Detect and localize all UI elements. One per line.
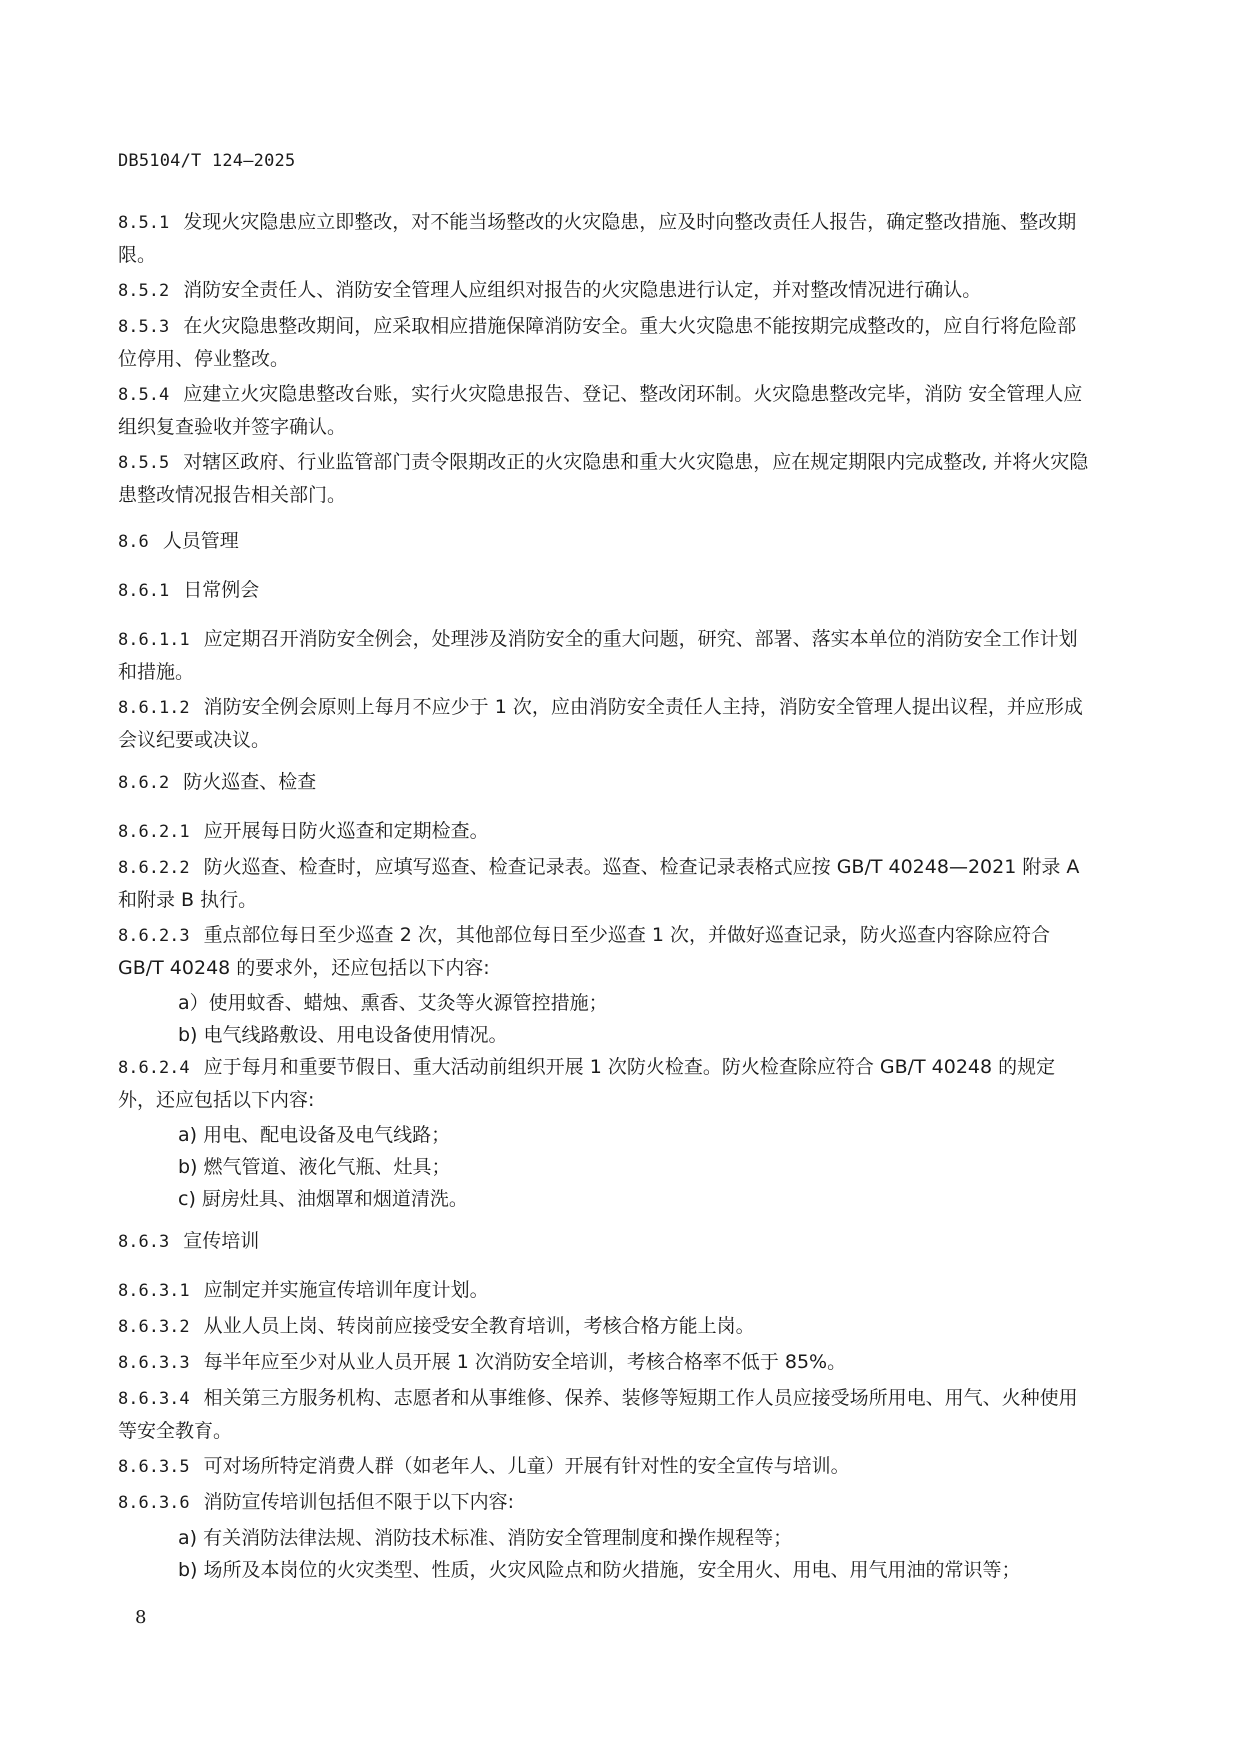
clause-text: 发现火灾隐患应立即整改，对不能当场整改的火灾隐患，应及时向整改责任人报告，确定整改措施、整改期限。 — [118, 211, 1077, 266]
clause-text: 应定期召开消防安全例会，处理涉及消防安全的重大问题，研究、部署、落实本单位的消防安全工作计划和措施。 — [118, 628, 1078, 683]
clause-number: 8.6.2.3 — [118, 926, 190, 946]
list-item: a）使用蚊香、蜡烛、熏香、艾灸等火源管控措施； — [178, 992, 608, 1014]
list-item: b) 燃气管道、液化气瓶、灶具； — [178, 1156, 451, 1178]
clause-text: 防火巡查、检查时，应填写巡查、检查记录表。巡查、检查记录表格式应按 GB/T 40248—2021 附录 A 和附录 B 执行。 — [118, 856, 1080, 911]
clause-text: 每半年应至少对从业人员开展 1 次消防安全培训，考核合格率不低于 85%。 — [203, 1351, 847, 1373]
document-body — [118, 206, 1093, 1586]
clause-text: 应开展每日防火巡查和定期检查。 — [203, 820, 489, 842]
clause-8-6-3-5 — [118, 1450, 1093, 1483]
clause-number: 8.5.5 — [118, 453, 170, 473]
section-title: 防火巡查、检查 — [183, 771, 317, 793]
clause-number: 8.6.1.1 — [118, 630, 190, 650]
clause-8-5-1 — [118, 206, 1093, 271]
clause-number: 8.6.3.5 — [118, 1457, 190, 1477]
clause-8-6-3-1 — [118, 1274, 1093, 1307]
section-heading-8-6-2 — [118, 766, 1093, 799]
section-number: 8.6.2 — [118, 773, 170, 793]
section-title: 日常例会 — [183, 579, 260, 601]
section-number: 8.6.1 — [118, 581, 170, 601]
list-item: c) 厨房灶具、油烟罩和烟道清洗。 — [178, 1188, 468, 1210]
clause-text: 重点部位每日至少巡查 2 次，其他部位每日至少巡查 1 次，并做好巡查记录，防火巡查内容除应符合 GB/T 40248 的要求外，还应包括以下内容: — [118, 924, 1050, 979]
clause-8-6-2-3 — [118, 919, 1093, 984]
clause-text: 消防安全责任人、消防安全管理人应组织对报告的火灾隐患进行认定，并对整改情况进行确认。 — [183, 279, 982, 301]
section-title: 宣传培训 — [183, 1230, 260, 1252]
clause-8-6-3-6 — [118, 1486, 1093, 1519]
clause-text: 应制定并实施宣传培训年度计划。 — [203, 1279, 489, 1301]
section-heading-8-6 — [118, 525, 1093, 558]
section-heading-8-6-3 — [118, 1225, 1093, 1258]
clause-8-6-2-2 — [118, 851, 1093, 916]
clause-8-5-2 — [118, 274, 1093, 307]
clause-text: 消防宣传培训包括但不限于以下内容: — [203, 1491, 515, 1513]
section-number: 8.6.3 — [118, 1232, 170, 1252]
list-item: a) 有关消防法律法规、消防技术标准、消防安全管理制度和操作规程等； — [178, 1527, 793, 1549]
clause-number: 8.6.1.2 — [118, 698, 190, 718]
list-item: b) 场所及本岗位的火灾类型、性质，火灾风险点和防火措施，安全用火、用电、用气用油的常识等； — [178, 1559, 1021, 1581]
standard-code: DB5104/T 124—2025 — [118, 151, 296, 171]
clause-text: 可对场所特定消费人群（如老年人、儿童）开展有针对性的安全宣传与培训。 — [203, 1455, 850, 1477]
clause-8-6-1-1 — [118, 623, 1093, 688]
clause-number: 8.6.2.2 — [118, 858, 190, 878]
clause-8-5-4 — [118, 378, 1093, 443]
clause-number: 8.6.2.1 — [118, 822, 190, 842]
clause-8-6-2-4 — [118, 1051, 1093, 1116]
clause-text: 应于每月和重要节假日、重大活动前组织开展 1 次防火检查。防火检查除应符合 GB/T 40248 的规定外，还应包括以下内容: — [118, 1056, 1056, 1111]
section-number: 8.6 — [118, 532, 149, 552]
clause-number: 8.5.3 — [118, 317, 170, 337]
clause-number: 8.6.3.2 — [118, 1317, 190, 1337]
section-heading-8-6-1 — [118, 574, 1093, 607]
clause-text: 在火灾隐患整改期间，应采取相应措施保障消防安全。重大火灾隐患不能按期完成整改的，应自行将危险部位停用、停业整改。 — [118, 315, 1077, 370]
clause-number: 8.6.3.4 — [118, 1389, 190, 1409]
clause-8-6-3-3 — [118, 1346, 1093, 1379]
clause-number: 8.6.2.4 — [118, 1058, 190, 1078]
clause-number: 8.5.2 — [118, 281, 170, 301]
clause-8-5-5 — [118, 446, 1093, 511]
clause-8-6-2-4-list — [178, 1119, 1093, 1215]
clause-text: 应建立火灾隐患整改台账，实行火灾隐患报告、登记、整改闭环制。火灾隐患整改完毕，消防 安全管理人应组织复查验收并签字确认。 — [118, 383, 1083, 438]
clause-number: 8.6.3.6 — [118, 1493, 190, 1513]
clause-8-6-3-4 — [118, 1382, 1093, 1447]
clause-number: 8.6.3.1 — [118, 1281, 190, 1301]
clause-number: 8.5.1 — [118, 213, 170, 233]
clause-number: 8.5.4 — [118, 385, 170, 405]
section-title: 人员管理 — [162, 530, 239, 552]
clause-text: 相关第三方服务机构、志愿者和从事维修、保养、装修等短期工作人员应接受场所用电、用气、火种使用等安全教育。 — [118, 1387, 1078, 1442]
clause-8-6-1-2 — [118, 691, 1093, 756]
clause-8-6-2-1 — [118, 815, 1093, 848]
clause-8-6-3-6-list — [178, 1522, 1093, 1586]
clause-number: 8.6.3.3 — [118, 1353, 190, 1373]
page-number: 8 — [135, 1607, 147, 1628]
clause-8-5-3 — [118, 310, 1093, 375]
clause-8-6-3-2 — [118, 1310, 1093, 1343]
list-item: b) 电气线路敷设、用电设备使用情况。 — [178, 1024, 508, 1046]
clause-text: 对辖区政府、行业监管部门责令限期改正的火灾隐患和重大火灾隐患，应在规定期限内完成整改, 并将火灾隐患整改情况报告相关部门。 — [118, 451, 1089, 506]
clause-text: 消防安全例会原则上每月不应少于 1 次，应由消防安全责任人主持，消防安全管理人提出议程，并应形成会议纪要或决议。 — [118, 696, 1083, 751]
clause-text: 从业人员上岗、转岗前应接受安全教育培训，考核合格方能上岗。 — [203, 1315, 755, 1337]
list-item: a) 用电、配电设备及电气线路； — [178, 1124, 451, 1146]
clause-8-6-2-3-list — [178, 987, 1093, 1051]
